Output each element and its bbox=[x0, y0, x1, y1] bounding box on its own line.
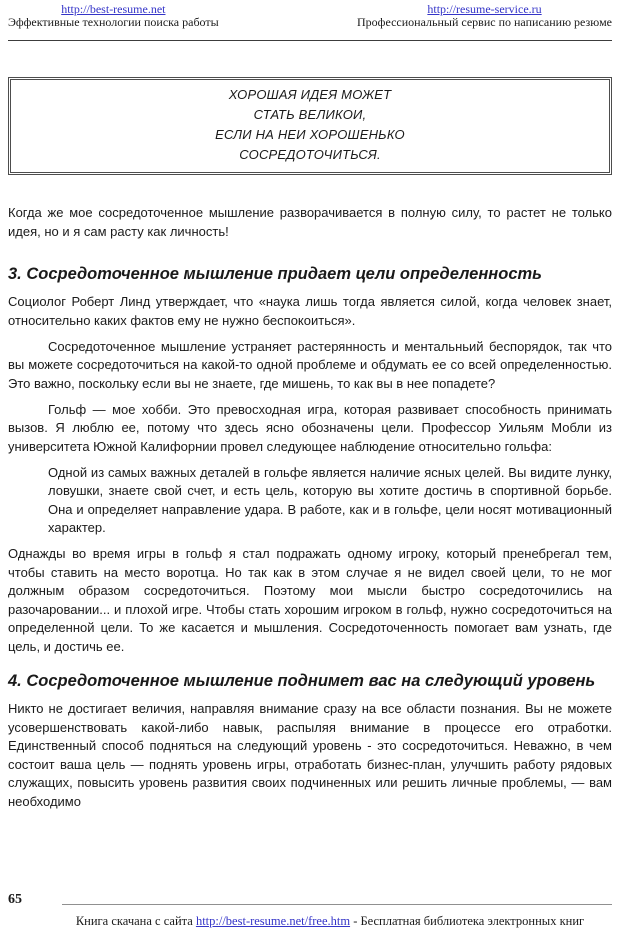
quote-line: СТАТЬ ВЕЛИКОИ, bbox=[253, 107, 367, 122]
section-3-paragraph-2: Сосредоточенное мышление устраняет растерянность и ментальньий беспорядок, так что вы можете сосредоточиться на какой-то одной проблеме и обдумать ее со всей определенностью. Это важно, поскольку если вы не знаете, где мишень, то как вы в нее попадете? bbox=[8, 338, 612, 391]
section-3-closing-paragraph: Однажды во время игры в гольф я стал подражать одному игроку, который пренебрегал тем, чтобы ставить на место воротца. Но так как в этом случае я не видел своей цели, то не мог должным образом сосредоточиться. Поэтому мои мысли быстро сосредоточились на разочаровании... и плохой игре. Чтобы стать хорошим игроком в гольф, нужно сосредоточиться на определенной цели. То же касается и мышления. Сосредоточенность помогает вам узнать, где цель, и достичь ее. bbox=[8, 546, 612, 654]
best-resume-link[interactable]: http://best-resume.net bbox=[61, 2, 166, 16]
intro-paragraph: Когда же мое сосредоточенное мышление разворачивается в полную силу, то растет не только идея, но и я сам расту как личность! bbox=[8, 205, 612, 239]
header-left bbox=[8, 3, 219, 29]
section-4-heading: 4. Сосредоточенное мышление поднимет вас на следующий уровень bbox=[8, 672, 596, 690]
golf-blockquote: Одной из самых важных деталей в гольфе является наличие ясных целей. Вы видите лунку, ловушки, знаете свой счет, и есть цель, которую вы хотите достичь в спортивной борьбе. Она и определяет направление удара. В работе, как и в гольфе, цели носят мотивационный характер. bbox=[48, 464, 612, 535]
footer-rule-row bbox=[8, 893, 612, 907]
page-number: 65 bbox=[8, 892, 22, 907]
section-4-paragraph: Никто не достигает величия, направляя внимание сразу на все области познания. Вы не можете усовершенствовать какой-либо навык, распыляя внимание в процессе его отработки. Единственный способ подняться на следующий уровень - это сосредоточиться. Неважно, в чем состоит ваша цель — поднять уровень игры, отработать бизнес-план, улучшить работу рядовых служащих, повысить уровень развития своих подчиненных или решить личные проблемы, — вам необходимо bbox=[8, 701, 612, 809]
header-left-tagline: Эффективные технологии поиска работы bbox=[8, 15, 219, 29]
header-right bbox=[357, 3, 612, 29]
section-3-paragraph-3: Гольф — мое хобби. Это превосходная игра, которая развивает способность принимать вызов. Я люблю ее, потому что здесь ясно обозначены цели. Профессор Уильям Мобли из университета Южной Калифорнии провел следующее наблюдение относительно гольфа: bbox=[8, 401, 612, 454]
section-3-paragraph-1: Социолог Роберт Линд утверждает, что «наука лишь тогда является силой, когда человек знает, относительно каких фактов ему не нужно беспокоиться». bbox=[8, 294, 612, 328]
footer-note-prefix: Книга скачана с сайта bbox=[75, 914, 196, 928]
footer-divider bbox=[62, 904, 612, 905]
quote-line: ЕСЛИ НА НЕИ ХОРОШЕНЬКО bbox=[215, 127, 405, 142]
resume-service-link[interactable]: http://resume-service.ru bbox=[427, 2, 542, 16]
quote-box bbox=[8, 77, 612, 175]
quote-line: СОСРЕДОТОЧИТЬСЯ. bbox=[239, 147, 381, 162]
header-right-tagline: Профессиональный сервис по написанию резюме bbox=[357, 15, 612, 29]
page-footer bbox=[8, 893, 612, 929]
section-3-heading: 3. Сосредоточенное мышление придает цели определенность bbox=[8, 265, 542, 283]
header-divider bbox=[8, 40, 612, 41]
page-header bbox=[8, 3, 612, 29]
free-books-link[interactable]: http://best-resume.net/free.htm bbox=[195, 914, 351, 928]
footer-note-suffix: - Бесплатная библиотека электронных книг bbox=[350, 914, 585, 928]
quote-line: ХОРОШАЯ ИДЕЯ МОЖЕТ bbox=[228, 87, 392, 102]
footer-note bbox=[8, 914, 612, 929]
